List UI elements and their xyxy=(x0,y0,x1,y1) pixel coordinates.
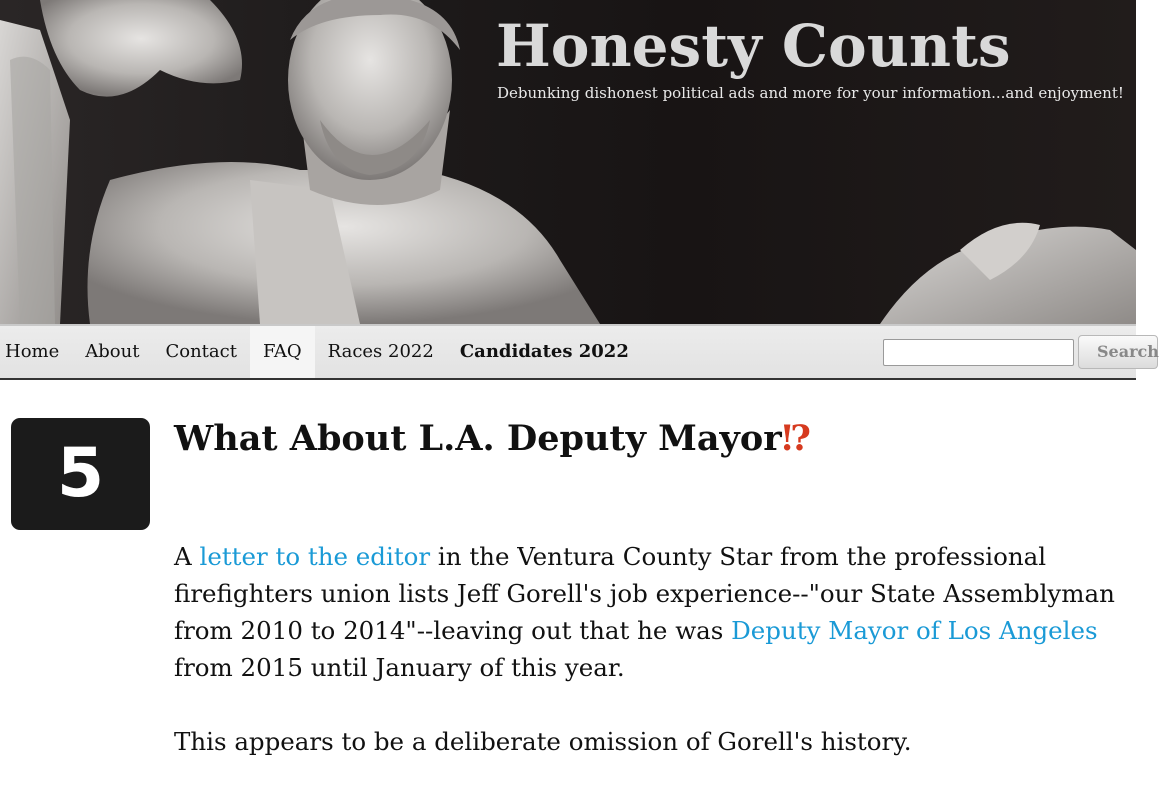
nav-item-home[interactable]: Home xyxy=(5,341,60,362)
site-tagline: Debunking dishonest political ads and more for your information...and enjoyment! xyxy=(497,84,1124,102)
rank-badge: 5 xyxy=(11,418,150,530)
nav-list xyxy=(0,326,642,378)
nav-item-contact[interactable]: Contact xyxy=(165,341,237,362)
search-button[interactable]: Search xyxy=(1078,335,1158,369)
site-header xyxy=(0,0,1136,324)
nav-item-about[interactable]: About xyxy=(85,341,140,362)
deputy-mayor-link[interactable]: Deputy Mayor of Los Angeles xyxy=(731,616,1098,645)
site-title[interactable]: Honesty Counts xyxy=(496,12,1011,80)
post-body xyxy=(174,538,1119,797)
paragraph-1-text-a: A xyxy=(174,542,200,571)
nav-item-faq[interactable]: FAQ xyxy=(250,326,315,378)
interrobang-icon: ⁉ xyxy=(781,418,812,459)
paragraph-1-text-c: from 2015 until January of this year. xyxy=(174,653,625,682)
main-nav xyxy=(0,324,1159,380)
letter-to-editor-link[interactable]: letter to the editor xyxy=(199,542,431,571)
paragraph-1 xyxy=(174,538,1119,686)
paragraph-2: This appears to be a deliberate omission of Gorell's history. xyxy=(174,727,912,756)
post-title xyxy=(174,418,812,459)
paragraph-1-text-b: in the Ventura County Star from the professional firefighters union lists Jeff Gorell's job experience--"our State Assemblyman from 2010 to 2014"--leaving out that he was xyxy=(174,542,1115,645)
nav-item-candidates-2022[interactable]: Candidates 2022 xyxy=(459,341,629,362)
nav-item-races-2022[interactable]: Races 2022 xyxy=(327,341,434,362)
post-title-text: What About L.A. Deputy Mayor xyxy=(174,418,782,459)
search-input[interactable] xyxy=(883,339,1074,366)
